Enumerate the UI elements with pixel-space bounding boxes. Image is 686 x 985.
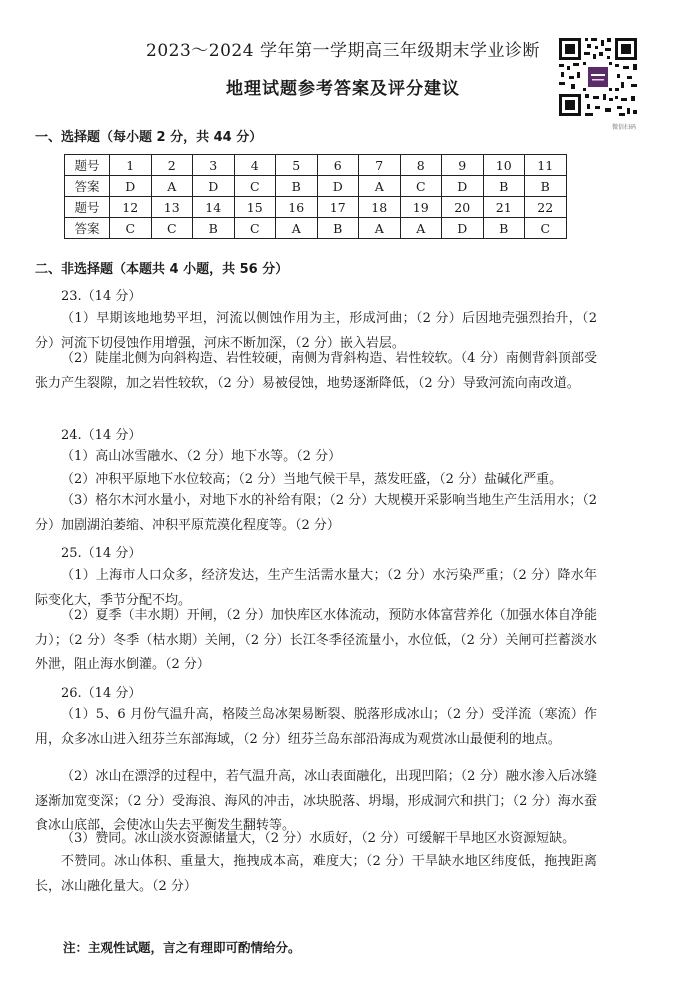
answer-paragraph: （2）冲积平原地下水位较高；（2 分）当地气候干旱，蒸发旺盛，（2 分）盐碱化严重。: [61, 472, 563, 487]
answer-paragraph: （2）夏季（丰水期）开闸，（2 分）加快库区水体流动，预防水体富营养化（加强水体自净能力）；（2 分）冬季（枯水期）关闸，（2 分）长江冬季径流量小，水位低，（2 分）关闸可拦蓄淡水外泄，阻止海水倒灌。（2 分）: [35, 608, 597, 672]
table-cell: D: [442, 176, 484, 197]
answer-paragraph: （2）陡崖北侧为向斜构造、岩性较硬，南侧为背斜构造、岩性较软。（4 分）南侧背斜顶部受张力产生裂隙，加之岩性较软，（2 分）易被侵蚀，地势逐渐降低，（2 分）导致河流向南改道。: [35, 351, 597, 391]
table-cell: 11: [525, 155, 567, 176]
answer-paragraph: （1）高山冰雪融水、（2 分）地下水等。（2 分）: [61, 449, 342, 464]
table-row: [65, 155, 567, 176]
table-cell: D: [442, 218, 484, 239]
table-cell: 8: [400, 155, 442, 176]
table-cell: B: [483, 176, 525, 197]
table-cell: B: [317, 218, 359, 239]
document-subtitle: 地理试题参考答案及评分建议: [226, 79, 460, 99]
answer-paragraph: （1）早期该地地势平坦，河流以侧蚀作用为主，形成河曲；（2 分）后因地壳强烈抬升，（2 分）河流下切侵蚀作用增强，河床不断加深，（2 分）嵌入岩层。: [35, 311, 597, 351]
table-cell: B: [525, 176, 567, 197]
table-cell: 19: [400, 197, 442, 218]
qr-caption: 微信扫码: [612, 124, 637, 131]
table-cell: 6: [317, 155, 359, 176]
answer-paragraph: 不赞同。冰山体积、重量大，拖拽成本高，难度大；（2 分）干旱缺水地区纬度低，拖拽距离长，冰山融化量大。（2 分）: [35, 854, 597, 894]
table-cell: A: [400, 218, 442, 239]
row-header: 答案: [65, 176, 110, 197]
question-title-25: 25.（14 分）: [61, 546, 142, 561]
grading-note: 注：主观性试题，言之有理即可酌情给分。: [63, 940, 301, 955]
answer-paragraph: （3）赞同。冰山淡水资源储量大，（2 分）水质好，（2 分）可缓解干旱地区水资源短缺。: [61, 831, 576, 846]
table-cell: B: [276, 176, 318, 197]
table-cell: 10: [483, 155, 525, 176]
qr-code-image: [557, 36, 639, 118]
answer-paragraph: （3）格尔木河水量小，对地下水的补给有限；（2 分）大规模开采影响当地生产生活用水；（2 分）加剧湖泊萎缩、冲积平原荒漠化程度等。（2 分）: [35, 493, 597, 533]
table-cell: 12: [110, 197, 152, 218]
question-title-26: 26.（14 分）: [61, 686, 142, 701]
table-cell: C: [234, 218, 276, 239]
table-cell: C: [525, 218, 567, 239]
table-cell: B: [483, 218, 525, 239]
question-title-24: 24.（14 分）: [61, 428, 142, 443]
exam-title: 2023～2024 学年第一学期高三年级期末学业诊断: [146, 41, 540, 61]
table-cell: C: [400, 176, 442, 197]
table-cell: 2: [151, 155, 193, 176]
table-cell: A: [151, 176, 193, 197]
table-cell: 14: [193, 197, 235, 218]
table-cell: C: [234, 176, 276, 197]
table-cell: D: [110, 176, 152, 197]
row-header: 题号: [65, 197, 110, 218]
table-cell: 16: [276, 197, 318, 218]
table-row: [65, 197, 567, 218]
table-row: [65, 218, 567, 239]
table-cell: 9: [442, 155, 484, 176]
table-cell: C: [110, 218, 152, 239]
table-cell: 7: [359, 155, 401, 176]
table-cell: 1: [110, 155, 152, 176]
table-cell: 17: [317, 197, 359, 218]
answer-table: [64, 154, 567, 239]
table-cell: D: [317, 176, 359, 197]
table-cell: D: [193, 176, 235, 197]
table-cell: C: [151, 218, 193, 239]
table-cell: 20: [442, 197, 484, 218]
table-cell: 22: [525, 197, 567, 218]
row-header: 题号: [65, 155, 110, 176]
table-cell: 18: [359, 197, 401, 218]
table-cell: A: [359, 218, 401, 239]
table-cell: 13: [151, 197, 193, 218]
table-cell: 21: [483, 197, 525, 218]
table-cell: 15: [234, 197, 276, 218]
answer-paragraph: （1）5、6 月份气温升高，格陵兰岛冰架易断裂、脱落形成冰山；（2 分）受洋流（寒流）作用，众多冰山进入纽芬兰东部海域，（2 分）纽芬兰岛东部沿海成为观赏冰山最便利的地点。: [35, 707, 597, 747]
table-cell: 5: [276, 155, 318, 176]
answer-paragraph: （2）冰山在漂浮的过程中，若气温升高，冰山表面融化，出现凹陷；（2 分）融水渗入后冰缝逐渐加宽变深；（2 分）受海浪、海风的冲击，冰块脱落、坍塌，形成洞穴和拱门；（2 分）海水蚕食冰山底部，会使冰山失去平衡发生翻转等。: [35, 769, 597, 833]
table-cell: B: [193, 218, 235, 239]
table-row: [65, 176, 567, 197]
table-cell: A: [276, 218, 318, 239]
row-header: 答案: [65, 218, 110, 239]
qr-code: [557, 36, 639, 118]
table-cell: A: [359, 176, 401, 197]
table-cell: 4: [234, 155, 276, 176]
section-heading-open: 二、非选择题（本题共 4 小题，共 56 分）: [35, 262, 289, 277]
question-title-23: 23.（14 分）: [61, 289, 142, 304]
answer-paragraph: （1）上海市人口众多，经济发达，生产生活需水量大；（2 分）水污染严重；（2 分）降水年际变化大，季节分配不均。: [35, 568, 597, 608]
table-cell: 3: [193, 155, 235, 176]
section-heading-choice: 一、选择题（每小题 2 分，共 44 分）: [35, 130, 263, 145]
